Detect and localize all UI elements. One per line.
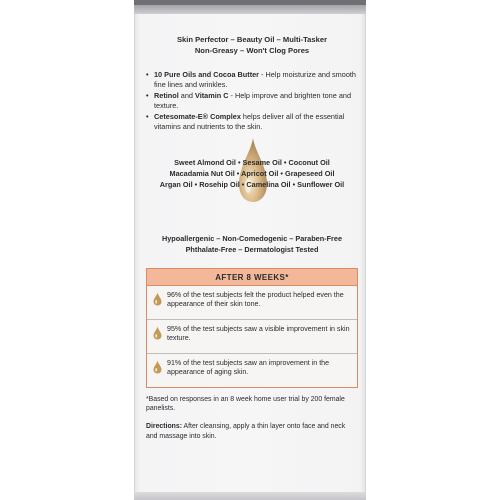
results-text: 95% of the test subjects saw a visible improvement in skin texture. xyxy=(167,324,350,343)
oils-line-1: Sweet Almond Oil • Sesame Oil • Coconut Oil xyxy=(174,158,330,168)
directions xyxy=(146,422,358,441)
claims-line-1: Hypoallergenic – Non-Comedogenic – Paraben-Free xyxy=(161,234,343,244)
box-label xyxy=(146,34,358,441)
results-row xyxy=(147,286,357,320)
oils-list xyxy=(146,158,358,190)
oil-drop-icon xyxy=(153,360,162,374)
footnote: *Based on responses in an 8 week home user trial by 200 female panelists. xyxy=(146,395,345,412)
results-header: AFTER 8 WEEKS* xyxy=(147,269,357,286)
results-row xyxy=(147,320,357,354)
claims xyxy=(146,234,358,255)
tagline xyxy=(146,34,358,56)
claims-line-2: Phthalate-Free – Dermatologist Tested xyxy=(185,244,319,254)
box-bottom-edge xyxy=(134,492,366,500)
bullet-icon: • xyxy=(146,112,149,122)
tagline-line-1: Skin Perfector – Beauty Oil – Multi-Tasker xyxy=(176,35,328,44)
directions-text: After cleansing, apply a thin layer onto face and neck and massage into skin. xyxy=(146,423,346,440)
results-text: 91% of the test subjects saw an improvement in the appearance of aging skin. xyxy=(167,358,330,377)
benefit-item: • 10 Pure Oils and Cocoa Butter - Help moisturize and smooth fine lines and wrinkles. xyxy=(146,70,356,90)
benefit-item: • Cetesomate-E® Complex helps deliver all of the essential vitamins and nutrients to the skin. xyxy=(146,112,345,132)
benefits-list xyxy=(146,70,358,132)
product-box xyxy=(134,0,366,500)
results-row xyxy=(147,354,357,387)
oils-line-3: Argan Oil • Rosehip Oil • Camelina Oil • Sunflower Oil xyxy=(159,179,345,189)
bullet-icon: • xyxy=(146,70,149,79)
oils-section xyxy=(146,158,358,210)
oils-line-2: Macadamia Nut Oil • Apricot Oil • Grapeseed Oil xyxy=(169,168,335,178)
benefit-item: • Retinol and Vitamin C - Help improve and brighten tone and texture. xyxy=(146,91,352,111)
box-top-edge xyxy=(134,0,366,14)
results-table xyxy=(146,268,358,388)
directions-label: Directions: xyxy=(146,423,182,431)
oil-drop-icon xyxy=(153,292,162,306)
results-text: 96% of the test subjects felt the product helped even the appearance of their skin tone. xyxy=(167,290,344,309)
oil-drop-icon xyxy=(153,326,162,340)
bullet-icon: • xyxy=(146,91,149,101)
tagline-line-2: Non-Greasy – Won't Clog Pores xyxy=(194,46,310,55)
